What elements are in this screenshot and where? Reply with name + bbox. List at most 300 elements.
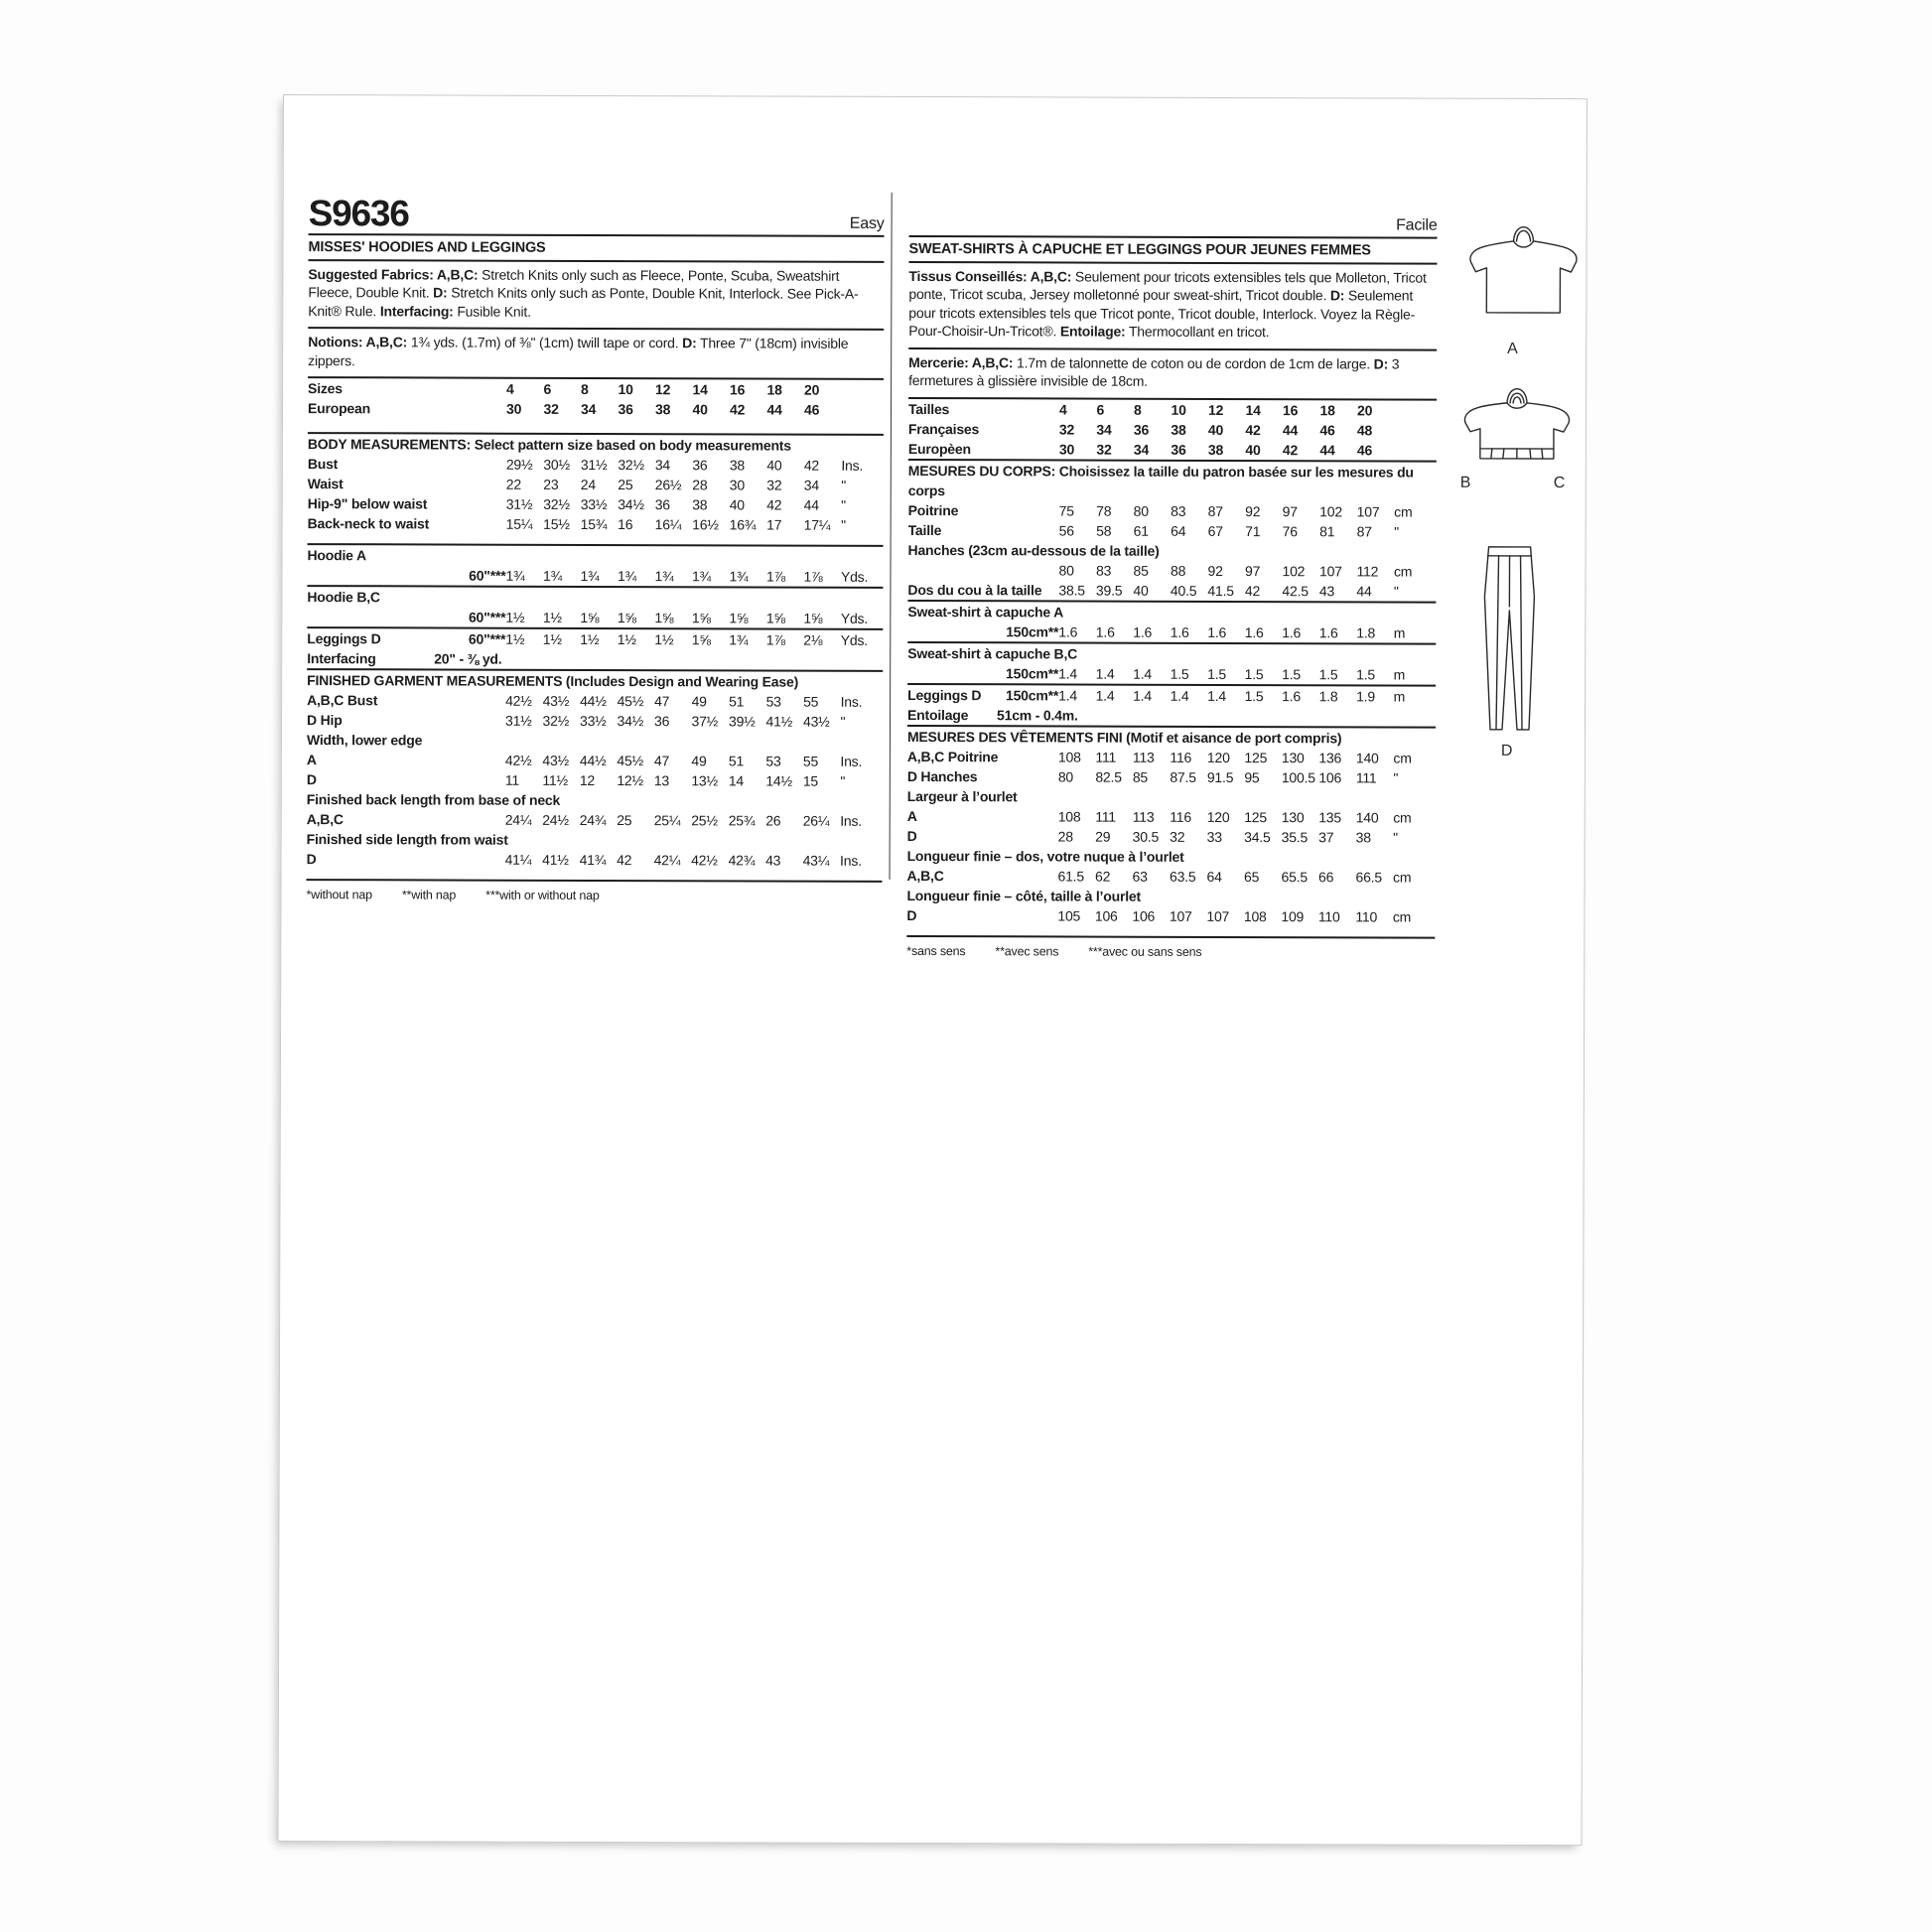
table-cell: 1⅝ (617, 610, 636, 626)
table-cell: 83 (1171, 502, 1186, 519)
table-cell (307, 607, 434, 626)
table-cell (435, 378, 506, 398)
table-cell: 43½ (542, 752, 570, 768)
table-cell: " (1393, 583, 1399, 600)
suggested-fabrics-fr: Tissus Conseillés: A,B,C: Seulement pour tricots extensibles tels que Molleton, Tricot ponte, Tricot scuba, Jersey molletonné pour sweat-shirt, Tricot double. D: Seulement pour tricots extensibles tels que Tricot ponte, Tricot double, Interlock. Voyez la Règle-Pour-Choisir-Un-Tricot®. Entoilage: Thermocollant en tricot. (908, 267, 1427, 341)
table-cell (543, 649, 581, 669)
table-cell: 42 (1282, 441, 1299, 458)
table-cell: 95 (1244, 768, 1260, 785)
garment-d-illustration (1473, 543, 1546, 734)
table-cell: 1.6 (1318, 623, 1338, 640)
table-cell: 39½ (728, 713, 756, 730)
table-cell: Sweat-shirt à capuche B,C (907, 644, 1078, 662)
table-cell: 43¼ (802, 852, 830, 869)
table-cell: Leggings D (307, 630, 381, 647)
table-cell: 42 (729, 401, 746, 418)
table-cell: 14 (728, 772, 745, 789)
table-cell: 34 (654, 457, 671, 474)
table-row (307, 565, 883, 587)
table-cell (1394, 706, 1437, 726)
table-cell: Ins. (840, 693, 863, 710)
notions-en: Notions: A,B,C: 1¾ yds. (1.7m) of ⅜" (1cm) twill tape or cord. D: Three 7" (18cm) invisible zippers. (308, 334, 849, 368)
table-cell: 6 (543, 380, 552, 397)
table-cell: 64 (1206, 868, 1222, 885)
table-cell: 38 (1355, 828, 1371, 845)
table-cell: 71 (1245, 522, 1261, 539)
table-cell (997, 826, 1058, 846)
table-cell: 113 (1132, 749, 1155, 765)
table-cell: 44 (1282, 421, 1299, 438)
table-cell: 31½ (580, 456, 608, 474)
table-cell: 18 (766, 381, 782, 398)
table-cell: 42½ (691, 852, 718, 869)
table-cell: 32 (1096, 441, 1112, 458)
table-cell (998, 439, 1059, 459)
table-cell: 55 (802, 753, 819, 769)
table-cell: 32½ (542, 712, 570, 729)
table-cell: 111 (1095, 808, 1116, 825)
table-cell: 6 (1096, 401, 1105, 418)
table-cell: 1.4 (1207, 687, 1227, 704)
table-cell: 15¼ (505, 515, 533, 532)
table-cell: 92 (1207, 562, 1223, 579)
table-cell: 40 (1245, 441, 1261, 458)
table-cell: 38 (692, 496, 708, 513)
table-cell: D Hanches (906, 767, 978, 784)
table-cell: 30½ (543, 456, 571, 473)
table-cell (1282, 706, 1319, 726)
table-row (908, 418, 1437, 440)
table-cell: 29 (1095, 828, 1111, 845)
table-cell: A,B,C Bust (307, 692, 378, 709)
table-cell: 42½ (505, 692, 532, 709)
table-cell: 8 (581, 380, 589, 397)
garment-c-label: C (1553, 475, 1566, 492)
table-cell: 106 (1318, 768, 1342, 785)
table-row (307, 710, 883, 732)
table-cell: European (307, 400, 371, 417)
table-row (307, 829, 883, 851)
table-row (308, 454, 884, 476)
table-row (307, 849, 883, 871)
table-cell: 1¾ (580, 567, 600, 585)
table-cell (729, 649, 766, 669)
table-cell: 1⅝ (580, 609, 600, 626)
table-cell: 49 (691, 753, 707, 769)
yardage-hoodie-a-fr (907, 601, 1436, 642)
table-cell (997, 806, 1058, 826)
table-cell: 80 (1057, 767, 1074, 785)
table-cell: 102 (1282, 562, 1306, 579)
table-cell: 1.6 (1282, 687, 1302, 704)
table-cell: 87 (1356, 522, 1372, 539)
pattern-title-en: MISSES' HOODIES AND LEGGINGS (308, 235, 884, 262)
table-cell: " (841, 496, 847, 513)
table-cell: 24¾ (579, 811, 607, 829)
table-cell: 125 (1244, 808, 1268, 825)
table-cell: A,B,C (306, 811, 344, 828)
table-row (908, 519, 1437, 541)
table-cell: 58 (1096, 522, 1112, 539)
table-cell: 1.5 (1356, 665, 1376, 682)
table-cell: Dos du cou à la taille (907, 581, 1042, 598)
table-cell: 25¼ (653, 812, 681, 829)
table-cell: 44 (766, 401, 782, 418)
table-cell: 53 (765, 753, 781, 769)
table-cell: 13½ (691, 772, 719, 789)
table-cell: 1¾ (654, 568, 674, 585)
table-cell: Hoodie B,C (307, 589, 380, 606)
table-cell: 37 (1318, 828, 1334, 845)
table-cell: 135 (1318, 808, 1342, 825)
table-row (907, 559, 1436, 581)
table-row (908, 539, 1437, 561)
sizes-table-fr (908, 398, 1437, 460)
table-cell: 87 (1207, 502, 1223, 519)
table-row (906, 885, 1435, 906)
table-cell: 36 (654, 496, 670, 513)
table-row (308, 474, 884, 495)
table-cell: 26 (765, 812, 781, 829)
table-cell: 31½ (504, 712, 532, 729)
table-cell: Tailles (907, 400, 950, 417)
table-cell: 14½ (765, 772, 793, 789)
french-column (906, 189, 1437, 962)
table-cell: 1.6 (1095, 623, 1115, 640)
table-cell: 1⅝ (654, 610, 674, 626)
table-row (307, 628, 883, 650)
table-cell: 1⅝ (729, 610, 749, 626)
table-cell: 78 (1096, 502, 1112, 519)
table-cell: 51 (728, 753, 745, 769)
table-cell: 15 (802, 772, 819, 789)
table-cell: Largeur à l’ourlet (906, 787, 1018, 804)
table-cell: 83 (1095, 562, 1112, 579)
table-cell: 44 (1319, 441, 1335, 458)
finished-measurements-table-fr (906, 746, 1436, 926)
table-cell: 108 (1243, 907, 1267, 924)
table-cell: 85 (1132, 768, 1149, 785)
table-cell (435, 513, 506, 533)
table-cell: 109 (1281, 907, 1305, 924)
table-cell: Sweat-shirt à capuche A (907, 603, 1064, 620)
table-cell: 1.5 (1207, 665, 1227, 682)
table-cell: D (306, 851, 317, 868)
table-cell: 40.5 (1170, 582, 1197, 599)
table-cell: 1.4 (1095, 687, 1115, 704)
table-cell: 63.5 (1170, 868, 1196, 885)
table-cell: Françaises (907, 420, 980, 437)
table-cell: 24¼ (504, 811, 532, 828)
table-row (907, 805, 1436, 827)
table-cell: 39.5 (1095, 582, 1123, 599)
table-cell: 1¾ (729, 568, 749, 585)
table-cell: 1.8 (1356, 623, 1376, 640)
table-cell: 20" - ⅜ yd. (434, 650, 502, 667)
yardage-leggings-d-fr (907, 684, 1436, 726)
table-cell: " (840, 772, 846, 789)
table-cell (997, 560, 1058, 580)
table-cell: 41½ (542, 851, 569, 868)
table-cell: 34 (1133, 441, 1150, 458)
table-cell: 1¾ (691, 568, 712, 585)
table-row (906, 904, 1435, 926)
table-cell: 120 (1206, 808, 1230, 825)
table-cell: 18 (1319, 401, 1335, 418)
table-cell: 36 (653, 713, 670, 730)
table-cell: 25 (617, 812, 632, 829)
table-cell: 140 (1355, 749, 1379, 765)
table-row (908, 398, 1437, 420)
table-cell (998, 399, 1059, 419)
table-cell: Yds. (840, 568, 869, 585)
garment-a-illustration (1457, 214, 1588, 332)
table-cell: 16 (1282, 401, 1299, 418)
table-cell: 30 (505, 400, 522, 417)
table-cell (997, 580, 1058, 600)
table-cell: 45½ (617, 753, 644, 769)
table-cell: 111 (1095, 749, 1117, 765)
table-row (907, 662, 1436, 684)
table-cell: 1½ (542, 630, 562, 647)
nap-footnote-en (306, 881, 882, 905)
table-cell: 110 (1355, 907, 1378, 924)
table-cell: 130 (1281, 808, 1305, 825)
table-cell: 107 (1318, 562, 1342, 579)
table-cell: 32 (766, 477, 782, 493)
table-cell: 17¼ (803, 516, 831, 533)
table-cell: 44½ (580, 692, 607, 710)
table-cell: 16 (730, 381, 746, 398)
table-cell (434, 750, 505, 769)
table-cell: Europèen (907, 440, 971, 457)
table-cell: 75 (1058, 501, 1074, 519)
table-cell: 16¾ (729, 516, 757, 533)
yardage-hoodie-bc-fr (907, 642, 1436, 684)
table-cell: 66 (1318, 868, 1334, 885)
table-cell: cm (1393, 869, 1412, 886)
table-cell: 46 (803, 401, 820, 418)
table-cell: 60"*** (468, 609, 506, 625)
table-row (907, 845, 1436, 867)
table-cell: A (306, 752, 317, 768)
table-cell: Width, lower edge (306, 732, 423, 749)
table-cell: D (906, 906, 917, 923)
table-cell: D (306, 771, 317, 788)
table-cell: 88 (1170, 562, 1186, 579)
pattern-envelope-back (277, 94, 1587, 1846)
table-cell: 30 (1058, 440, 1075, 458)
table-cell: 65.5 (1281, 868, 1309, 885)
table-cell (505, 649, 543, 669)
table-row (907, 785, 1436, 807)
table-row (907, 601, 1436, 622)
table-cell: 111 (1355, 768, 1377, 785)
table-cell: 1.5 (1282, 665, 1302, 682)
yardage-hoodie-a-en (307, 545, 883, 587)
table-cell: 1.6 (1133, 623, 1153, 640)
table-row (307, 769, 883, 791)
table-cell (998, 500, 1059, 520)
table-cell: 11½ (542, 771, 568, 788)
table-cell: 1.5 (1244, 665, 1264, 682)
table-cell (618, 649, 655, 669)
table-cell: m (1393, 624, 1406, 641)
table-cell: 8 (1133, 401, 1142, 418)
table-cell: 130 (1281, 749, 1305, 765)
table-cell: 12 (579, 771, 596, 788)
body-measurements-header-fr: MESURES DU CORPS: Choisissez la taille du patron basée sur les mesures du corps (907, 462, 1414, 498)
table-cell: 42 (766, 496, 782, 513)
table-row (907, 579, 1436, 601)
table-cell: 42 (1244, 582, 1261, 599)
table-cell (434, 809, 505, 829)
nap-footnote-fr (906, 936, 1435, 961)
table-cell: 56 (1058, 521, 1074, 539)
table-cell: 140 (1355, 808, 1379, 825)
table-cell: 23 (543, 476, 559, 492)
table-row (307, 690, 883, 712)
yardage-leggings-d-en (307, 628, 883, 670)
table-cell: 1⅝ (803, 610, 823, 626)
table-cell: m (1393, 688, 1406, 705)
table-cell: 1.4 (1095, 665, 1115, 682)
table-cell: 32½ (618, 457, 645, 474)
table-cell: 113 (1132, 808, 1155, 825)
table-cell: 1⅝ (765, 610, 785, 626)
table-cell: 44 (803, 496, 819, 513)
table-cell: 43½ (802, 713, 830, 730)
table-cell: 120 (1206, 749, 1230, 765)
table-cell: 1⅞ (765, 631, 785, 648)
table-cell (1394, 420, 1437, 440)
table-cell: 1½ (654, 631, 674, 648)
table-cell: Yds. (840, 610, 869, 626)
table-row (307, 750, 883, 771)
table-cell: 1¾ (505, 567, 525, 584)
table-cell (1245, 706, 1283, 726)
table-cell: 34.5 (1244, 828, 1271, 845)
table-cell: 112 (1356, 562, 1379, 579)
table-cell: 1⅝ (691, 631, 711, 648)
table-row (907, 765, 1436, 787)
table-cell: Longueur finie – côté, taille à l’ourlet (906, 887, 1141, 904)
table-cell: 40 (729, 496, 745, 513)
table-row (908, 438, 1437, 460)
table-cell: 108 (1057, 748, 1081, 765)
table-cell: 53 (765, 693, 781, 710)
garment-d-label: D (1500, 742, 1513, 759)
table-cell: 40 (1207, 421, 1224, 438)
table-row (307, 587, 883, 609)
table-row (307, 607, 883, 628)
garment-b-label: B (1459, 474, 1471, 491)
table-row (307, 648, 883, 670)
table-cell: 66.5 (1355, 868, 1383, 885)
column-divider (890, 193, 893, 880)
table-cell: 87.5 (1170, 768, 1196, 785)
footnote-item: **avec sens (995, 943, 1059, 958)
table-cell: Yds. (840, 631, 869, 648)
table-row (907, 825, 1436, 847)
table-cell: 44½ (579, 752, 607, 769)
table-cell: 1.5 (1244, 687, 1264, 704)
difficulty-label-fr: Facile (1396, 216, 1438, 234)
table-cell (1207, 705, 1245, 725)
table-cell: m (1393, 666, 1406, 683)
table-cell: 26½ (654, 477, 682, 493)
table-cell (434, 769, 505, 789)
table-cell: 80 (1058, 561, 1074, 579)
table-cell: 43½ (542, 692, 570, 709)
table-cell: 107 (1356, 502, 1380, 519)
table-cell: 25 (618, 477, 633, 493)
table-cell (841, 650, 884, 670)
table-cell: 1½ (617, 631, 636, 648)
table-cell (996, 905, 1057, 925)
table-cell: 33½ (580, 495, 608, 513)
table-cell (907, 662, 997, 682)
table-cell (434, 710, 505, 730)
table-cell: 41¾ (579, 851, 607, 869)
table-cell: 44 (1356, 582, 1372, 599)
table-cell: Sizes (308, 380, 343, 397)
table-cell: 40 (692, 401, 708, 418)
table-cell: D Hip (306, 712, 343, 729)
table-cell: 15¾ (580, 515, 608, 533)
table-row (907, 621, 1436, 642)
table-cell: " (1393, 829, 1398, 846)
table-cell: 51cm - 0.4m. (997, 706, 1078, 724)
table-cell: 107 (1169, 907, 1192, 924)
table-cell: 91.5 (1206, 768, 1234, 785)
table-row (308, 545, 884, 567)
table-cell: 51 (729, 693, 745, 710)
table-cell (766, 650, 804, 670)
table-cell: 36 (692, 457, 708, 474)
table-cell (1058, 705, 1096, 725)
table-cell: 34½ (618, 496, 644, 513)
table-cell: Hoodie A (307, 547, 366, 564)
table-cell: 41¼ (504, 851, 532, 868)
table-cell: 102 (1319, 502, 1342, 519)
table-row (308, 378, 884, 400)
yardage-hoodie-bc-en (307, 587, 883, 628)
table-cell: 42½ (504, 752, 532, 768)
table-cell: 1⅞ (765, 568, 786, 585)
table-cell: 16 (618, 516, 633, 533)
table-cell (998, 419, 1059, 439)
table-cell: Entoilage (907, 706, 969, 723)
table-cell: D (906, 827, 917, 844)
table-cell: 33 (1206, 828, 1222, 845)
body-measurements-header-en: BODY MEASUREMENTS: Select pattern size based on body measurements (307, 436, 791, 454)
table-cell (435, 493, 506, 513)
difficulty-label-en: Easy (849, 214, 885, 232)
table-cell: " (841, 516, 846, 533)
table-cell: " (841, 477, 847, 493)
table-cell: 36 (1133, 421, 1150, 438)
table-cell: 10 (1171, 401, 1186, 418)
table-cell: 1¾ (617, 568, 637, 585)
table-cell: 1½ (542, 609, 562, 625)
table-cell: 80 (1133, 502, 1149, 519)
table-cell: 1.4 (1170, 687, 1189, 704)
table-cell: Bust (307, 456, 339, 473)
table-cell: 1.6 (1058, 622, 1078, 640)
table-cell: 110 (1317, 907, 1340, 924)
table-cell: " (1394, 523, 1399, 540)
